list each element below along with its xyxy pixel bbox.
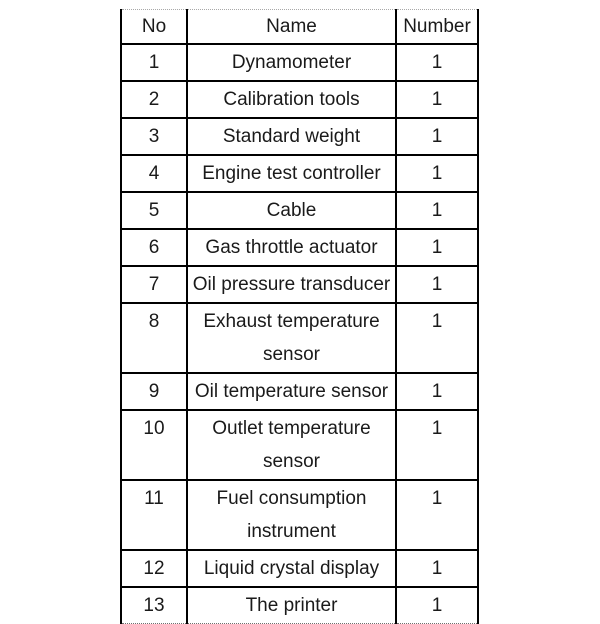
cell-number: 1 [396,550,478,587]
cell-no: 9 [121,373,187,410]
cell-no: 13 [121,587,187,624]
cell-name: Outlet temperature sensor [187,410,396,480]
cell-number: 1 [396,229,478,266]
cell-number: 1 [396,155,478,192]
table-row [121,192,478,229]
cell-number: 1 [396,303,478,373]
table-row [121,550,478,587]
cell-no: 12 [121,550,187,587]
cell-name: Dynamometer [187,44,396,81]
table-row [121,44,478,81]
table-row [121,81,478,118]
cell-name: Gas throttle actuator [187,229,396,266]
table-row [121,155,478,192]
cell-no: 5 [121,192,187,229]
cell-name: Liquid crystal display [187,550,396,587]
cell-name: Exhaust temperature sensor [187,303,396,373]
table-row [121,410,478,480]
cell-no: 8 [121,303,187,373]
table-row [121,480,478,550]
cell-name: Oil pressure transducer [187,266,396,303]
header-row [121,10,478,45]
cell-number: 1 [396,118,478,155]
cell-number: 1 [396,587,478,624]
cell-number: 1 [396,373,478,410]
cell-name: Calibration tools [187,81,396,118]
col-header-name: Name [187,10,396,45]
cell-number: 1 [396,480,478,550]
cell-name: Oil temperature sensor [187,373,396,410]
cell-no: 1 [121,44,187,81]
cell-name: The printer [187,587,396,624]
table-row [121,229,478,266]
table-row [121,373,478,410]
cell-no: 4 [121,155,187,192]
cell-no: 2 [121,81,187,118]
col-header-no: No [121,10,187,45]
cell-number: 1 [396,44,478,81]
equipment-table [120,9,479,624]
col-header-number: Number [396,10,478,45]
table-body [121,44,478,624]
cell-name: Engine test controller [187,155,396,192]
cell-name: Cable [187,192,396,229]
cell-number: 1 [396,81,478,118]
table-row [121,303,478,373]
table-row [121,266,478,303]
cell-number: 1 [396,410,478,480]
cell-no: 6 [121,229,187,266]
cell-no: 10 [121,410,187,480]
cell-no: 3 [121,118,187,155]
cell-name: Fuel consumption instrument [187,480,396,550]
cell-number: 1 [396,192,478,229]
cell-name: Standard weight [187,118,396,155]
table-row [121,587,478,624]
cell-no: 11 [121,480,187,550]
table-row [121,118,478,155]
cell-no: 7 [121,266,187,303]
cell-number: 1 [396,266,478,303]
